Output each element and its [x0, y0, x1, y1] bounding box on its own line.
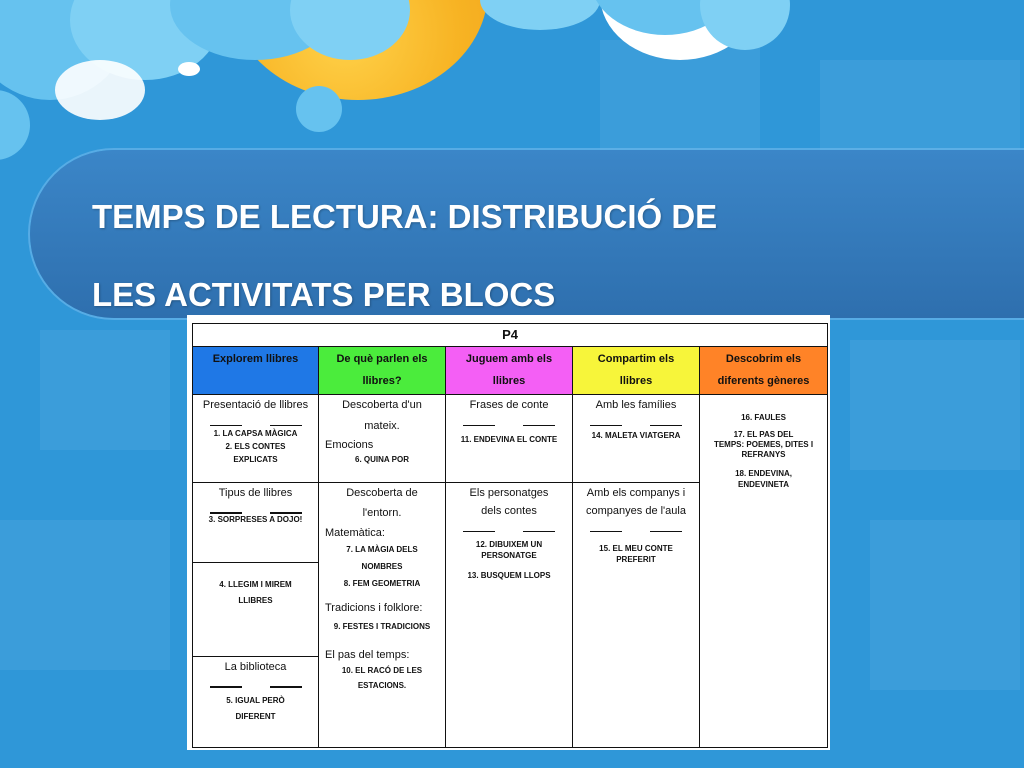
cell-subheading: El pas del temps:: [325, 649, 410, 661]
cell-heading: mateix.: [364, 420, 400, 432]
cell-heading: Presentació de llibres: [202, 399, 309, 411]
cell-descoberta-entorn: [319, 483, 446, 748]
underline-marks: [446, 413, 572, 423]
cell-families: [573, 395, 700, 483]
cell-item: LLIBRES: [238, 596, 273, 605]
cell-tipus-llibres: [193, 483, 319, 563]
cell-item: DIFERENT: [235, 712, 276, 721]
cell-item: 10. EL RACÓ DE LES: [341, 666, 423, 675]
underline-marks: [573, 519, 699, 529]
title-line-2: LES ACTIVITATS PER BLOCS: [92, 276, 556, 313]
cell-item: 13. BUSQUEM LLOPS: [467, 571, 551, 580]
cell-item: 5. IGUAL PERÒ: [226, 696, 285, 705]
cell-personatges: [446, 483, 573, 748]
cell-subheading: Tradicions i folklore:: [325, 602, 423, 614]
title-line-1: TEMPS DE LECTURA: DISTRIBUCIÓ DE: [92, 198, 718, 235]
cell-heading: dels contes: [481, 505, 537, 517]
cell-item: PREFERIT: [616, 555, 656, 564]
underline-marks: [446, 519, 572, 529]
cell-item: 2. ELS CONTES: [225, 442, 286, 451]
underline-marks: [193, 675, 318, 685]
cell-item: TEMPS: POEMES, DITES I: [713, 440, 814, 449]
underline-marks: [573, 413, 699, 423]
cell-item: 7. LA MÀGIA DELS: [346, 545, 418, 554]
header-de-que-parlen: [319, 347, 446, 395]
cell-item: 3. SORPRESES A DOJO!: [208, 515, 303, 524]
cell-item: 9. FESTES I TRADICIONS: [333, 622, 431, 631]
cell-subheading: Matemàtica:: [325, 527, 385, 539]
cell-heading: Tipus de llibres: [218, 487, 293, 499]
cell-item: 1. LA CAPSA MÀGICA: [213, 429, 298, 438]
cell-item: NOMBRES: [361, 562, 403, 571]
header-text: llibres: [619, 375, 653, 387]
cell-item: ENDEVINETA: [738, 480, 789, 489]
cell-item: 6. QUINA POR: [355, 455, 409, 464]
header-juguem: [446, 347, 573, 395]
cell-biblioteca: [193, 657, 319, 748]
cell-presentacio: [193, 395, 319, 483]
cell-heading: Frases de conte: [469, 399, 549, 411]
activities-table-image: [187, 315, 830, 750]
cell-heading: companyes de l'aula: [586, 505, 686, 517]
cell-subheading: Emocions: [325, 439, 374, 451]
cell-item: 16. FAULES: [741, 413, 786, 422]
cell-heading: Els personatges: [469, 487, 549, 499]
cell-heading: Amb les famílies: [595, 399, 677, 411]
cell-companys: [573, 483, 700, 748]
header-text: diferents gèneres: [717, 375, 810, 387]
cell-heading: Amb els companys i: [586, 487, 686, 499]
header-text: Compartim els: [597, 353, 675, 365]
header-text: llibres: [492, 375, 526, 387]
cell-item: 4. LLEGIM I MIREM: [219, 580, 292, 589]
header-text: Descobrim els: [725, 353, 802, 365]
cell-llegim-mirem: [193, 563, 319, 657]
underline-marks: [193, 413, 318, 423]
cell-descoberta-mateix: [319, 395, 446, 483]
header-text: Explorem llibres: [212, 353, 299, 365]
header-text: llibres?: [362, 375, 402, 387]
cell-item: PERSONATGE: [481, 551, 537, 560]
cell-heading: La biblioteca: [224, 661, 287, 673]
cell-item: 11. ENDEVINA EL CONTE: [460, 435, 558, 444]
cell-item: 17. EL PAS DEL: [733, 430, 794, 439]
header-compartim: [573, 347, 700, 395]
header-text: De què parlen els: [336, 353, 428, 365]
cell-heading: Descoberta de: [346, 487, 418, 499]
cell-item: 15. EL MEU CONTE: [599, 544, 673, 553]
cell-item: EXPLICATS: [233, 455, 278, 464]
activities-table: [192, 323, 828, 748]
slide-title: [92, 178, 912, 334]
cell-item: 12. DIBUIXEM UN: [475, 540, 543, 549]
header-text: Juguem amb els: [465, 353, 553, 365]
cell-item: ESTACIONS.: [357, 681, 407, 690]
underline-marks: [193, 501, 318, 511]
header-descobrim: [700, 347, 828, 395]
cell-generes: [700, 395, 828, 748]
cell-item: 8. FEM GEOMETRIA: [343, 579, 421, 588]
cell-heading: l'entorn.: [362, 507, 402, 519]
cell-frases-conte: [446, 395, 573, 483]
cell-item: 18. ENDEVINA,: [735, 469, 792, 478]
header-explorem: [193, 347, 319, 395]
table-caption: P4: [193, 324, 828, 347]
cell-item: 14. MALETA VIATGERA: [591, 431, 681, 440]
cell-item: REFRANYS: [741, 450, 786, 459]
cell-heading: Descoberta d'un: [342, 399, 422, 411]
